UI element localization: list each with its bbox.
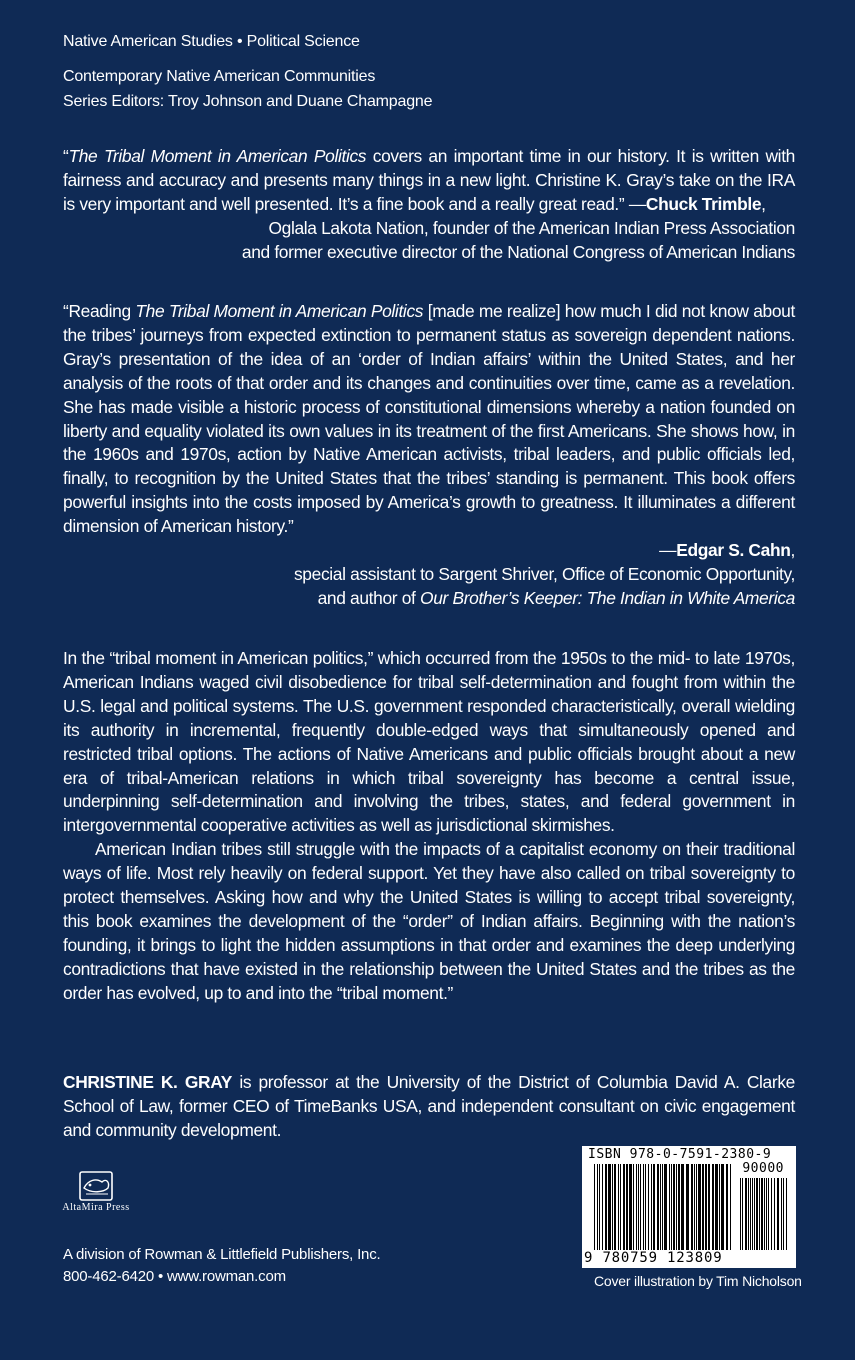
author-bio-text: is professor at the University of the District of Columbia David A. Clarke School of Law, former CEO of TimeBanks USA, and independent consultant on civic engagement and community development. xyxy=(63,1072,795,1140)
author-bio xyxy=(63,1071,795,1143)
isbn-label: ISBN 978-0-7591-2380-9 xyxy=(588,1147,772,1162)
blurb-2-attribution: —Edgar S. Cahn, xyxy=(659,540,795,561)
subjects-line: Native American Studies • Political Science xyxy=(63,33,360,50)
blurb-1-quote: “The Tribal Moment in American Politics covers an important time in our history. It is written with fairness and accuracy and presents many things in a new light. Christine K. Gray’s take on the IRA is very important and well presented. It’s a fine book and a really great read.” —Chuck Trimble, xyxy=(63,146,795,214)
publisher-division: A division of Rowman & Littlefield Publishers, Inc. xyxy=(63,1246,381,1263)
price-code: 90000 xyxy=(742,1161,784,1176)
barcode xyxy=(582,1146,796,1268)
publisher-logo-text: AltaMira Press xyxy=(62,1202,130,1213)
blurb-1-affiliation-2: and former executive director of the National Congress of American Indians xyxy=(241,241,795,262)
blurb-2-quote: “Reading The Tribal Moment in American Politics [made me realize] how much I did not know about the tribes’ journeys from expected extinction to permanent status as sovereign dependent nations. Gray’s presentation of the idea of an ‘order of Indian affairs’ within the United States, and her analysis of the roots of that order and its changes and continuities over time, came as a revelation. She has made visible a historic process of constitutional dimensions whereby a nation founded on liberty and equality violated its own values in its treatment of the first Americans. She shows how, in the 1960s and 1970s, action by Native American activists, tribal leaders, and public officials led, finally, to recognition by the United States that the tribes’ standing is permanent. This book offers powerful insights into the costs imposed by America’s growth to greatness. It illuminates a different dimension of American history.” xyxy=(63,301,795,537)
blurb-2-affiliation: special assistant to Sargent Shriver, Office of Economic Opportunity, xyxy=(293,563,795,584)
book-description xyxy=(63,647,795,1006)
description-paragraph-2: American Indian tribes still struggle with the impacts of a capitalist economy on their traditional ways of life. Most rely heavily on federal support. Yet they have also called on tribal sovereignty to protect themselves. Asking how and why the United States is willing to accept tribal sovereignty, this book examines the development of the “order” of Indian affairs. Beginning with the nation’s founding, it brings to light the hidden assumptions in that order and examines the deep underlying contradictions that have existed in the relationship between the United States and the tribes as the order has evolved, up to and into the “tribal moment.” xyxy=(63,839,795,1003)
series-editors: Series Editors: Troy Johnson and Duane Champagne xyxy=(63,93,433,110)
cover-credit: Cover illustration by Tim Nicholson xyxy=(594,1273,802,1289)
publisher-contact: 800-462-6420 • www.rowman.com xyxy=(63,1268,286,1285)
altamira-logo-icon xyxy=(68,1168,124,1234)
book-title: The Tribal Moment in American Politics xyxy=(68,146,367,166)
book-title: The Tribal Moment in American Politics xyxy=(135,301,424,321)
publisher-logo xyxy=(68,1168,124,1234)
blurb-1-affiliation: Oglala Lakota Nation, founder of the American Indian Press Association xyxy=(268,217,795,238)
description-paragraph-1: In the “tribal moment in American politics,” which occurred from the 1950s to the mid- to late 1970s, American Indians waged civil disobedience for tribal self-determination and fought from within the U.S. legal and political systems. The U.S. government responded characteristically, overall wielding its authority in incremental, frequently double-edged ways that simultaneously opened and restricted tribal options. The actions of Native Americans and public officials brought about a new era of tribal-American relations in which tribal sovereignty has become a central issue, underpinning self-determination and involving the tribes, states, and federal government in intergovernmental cooperative activities as well as jurisdictional skirmishes. xyxy=(63,648,795,836)
blurb-1 xyxy=(63,145,795,265)
ean-digits: 9 780759 123809 xyxy=(584,1250,723,1266)
blurb-1-author: Chuck Trimble xyxy=(645,193,762,214)
blurb-2-author: Edgar S. Cahn xyxy=(676,540,791,561)
blurb-2 xyxy=(63,300,795,611)
series-name: Contemporary Native American Communities xyxy=(63,68,376,85)
author-name: CHRISTINE K. GRAY xyxy=(63,1072,233,1092)
blurb-2-affiliation-2: and author of Our Brother’s Keeper: The Indian in White America xyxy=(317,587,795,608)
